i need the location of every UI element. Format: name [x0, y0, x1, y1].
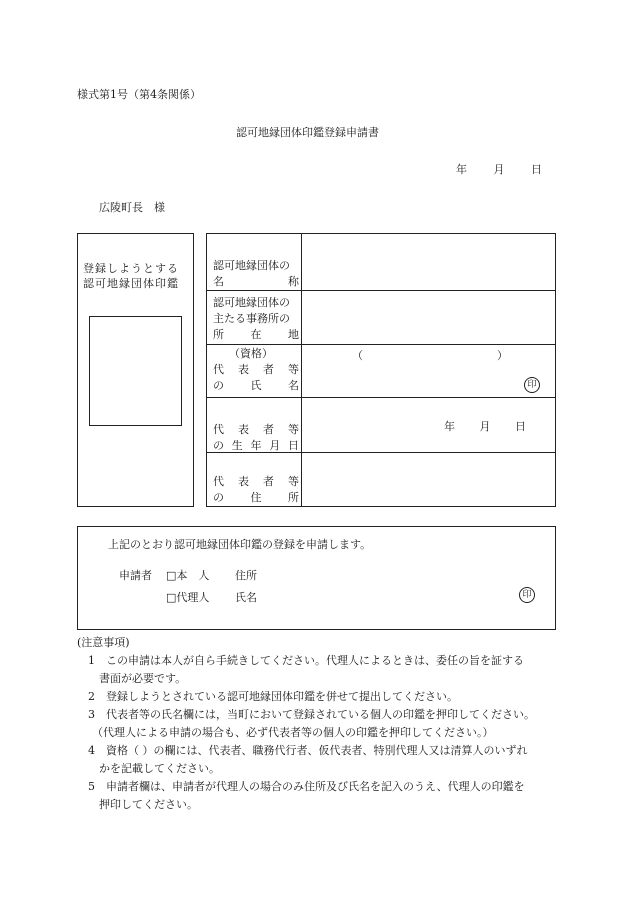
applicant-address-label: 住所: [235, 569, 257, 582]
note-line: 2 登録しようとされている認可地縁団体印鑑を併せて提出してください。: [88, 690, 458, 703]
table-row-divider: [206, 344, 556, 345]
note-line: 3 代表者等の氏名欄には，当町において登録されている個人の印鑑を押印してください。: [88, 708, 535, 721]
table-row-divider: [206, 397, 556, 398]
seal-box-caption-1: 登録しようとする: [83, 262, 179, 275]
group-name-field[interactable]: [302, 234, 555, 290]
note-line: 4 資格（ ）の欄には、代表者、職務代行者、仮代表者、特別代理人又は清算人のいずれ: [88, 744, 528, 757]
date-year-label: 年: [456, 163, 467, 176]
notes-heading: (注意事項): [77, 636, 130, 649]
seal-box-caption-2: 認可地縁団体印鑑: [83, 277, 179, 290]
note-line: かを記載してください。: [88, 762, 220, 775]
date-day-label: 日: [531, 163, 542, 176]
date-month-label: 月: [493, 163, 505, 176]
label-group-name: 認可地縁団体の 名 称: [213, 259, 299, 288]
birth-month-label: 月: [479, 420, 491, 433]
applicant-name-label: 氏名: [235, 591, 257, 604]
label-representative-address: 代 表 者 等 の 住 所: [213, 475, 299, 504]
birth-year-label: 年: [444, 420, 455, 433]
representative-name-field[interactable]: [305, 364, 515, 394]
applicant-label: 申請者: [119, 569, 152, 582]
qualification-paren-open: （: [352, 349, 363, 362]
label-representative-birthdate: 代 表 者 等 の 生 年 月 日: [213, 423, 299, 452]
label-representative-name: （資格） 代 表 者 等 の 氏 名: [213, 347, 299, 392]
applicant-address-field[interactable]: [262, 566, 512, 582]
note-line: 押印してください。: [88, 798, 198, 811]
note-line: 1 この申請は本人が自ら手続きしてください。代理人によるときは、委任の旨を証する: [88, 654, 524, 667]
seal-mark-icon: 印: [524, 377, 540, 393]
birth-day-label: 日: [515, 420, 526, 433]
note-line: （代理人による申請の場合も、必ず代表者等の個人の印鑑を押印してください。）: [92, 726, 494, 739]
label-office-address: 認可地縁団体の 主たる事務所の 所 在 地: [213, 296, 299, 341]
office-address-field[interactable]: [302, 291, 555, 344]
qualification-field[interactable]: [360, 346, 496, 362]
submission-date: [456, 161, 542, 177]
representative-address-field[interactable]: [302, 453, 555, 506]
option-self-checkbox[interactable]: □本 人: [166, 569, 210, 582]
addressee: 広陵町長 様: [99, 201, 165, 214]
option-agent-checkbox[interactable]: □代理人: [166, 591, 210, 604]
birthdate-field[interactable]: [444, 418, 526, 434]
document-title: 認可地縁団体印鑑登録申請書: [236, 126, 379, 139]
application-statement: 上記のとおり認可地縁団体印鑑の登録を申請します。: [108, 538, 372, 551]
notes-section: [77, 634, 597, 814]
applicant-seal-icon: 印: [519, 587, 535, 603]
note-line: 5 申請者欄は、申請者が代理人の場合のみ住所及び氏名を記入のうえ、代理人の印鑑を: [88, 780, 525, 793]
seal-impression-area[interactable]: [89, 316, 182, 426]
note-line: 書面が必要です。: [88, 672, 187, 685]
form-number: 様式第1号（第4条関係）: [77, 88, 201, 101]
qualification-paren-close: ）: [497, 349, 508, 362]
applicant-name-field[interactable]: [262, 588, 512, 604]
